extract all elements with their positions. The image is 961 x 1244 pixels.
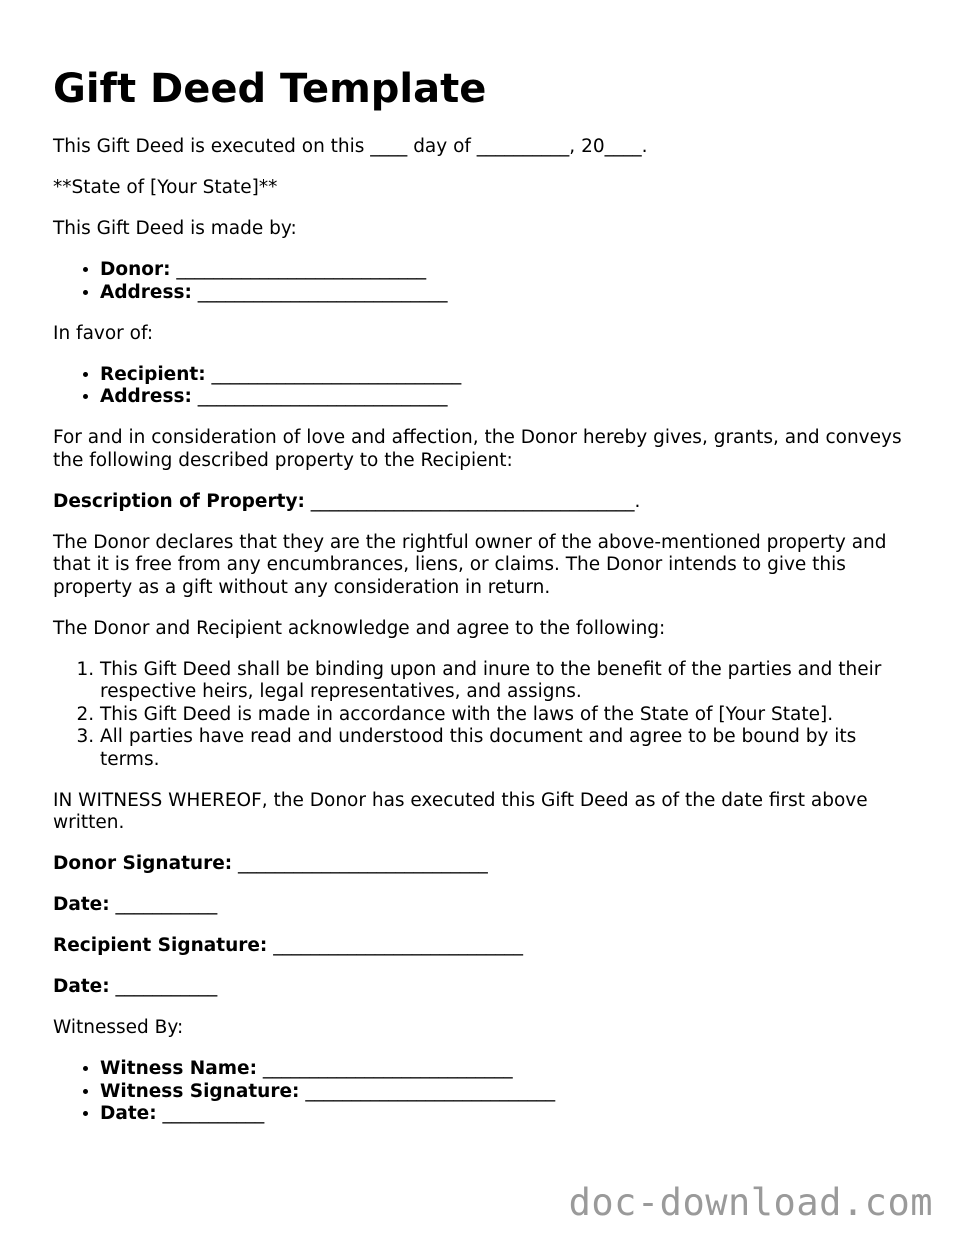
witness-clause: IN WITNESS WHEREOF, the Donor has executed this Gift Deed as of the date first above written. [53,789,868,833]
field-blank: ___________________________________. [310,490,641,512]
donor-signature-line [53,853,913,876]
witness-fields-list [53,1058,913,1126]
witness-date-field [100,1103,913,1126]
field-blank: ___________ [162,1103,265,1124]
field-label: Description of Property: [53,490,305,512]
term-item: 2. This Gift Deed is made in accordance with the laws of the State of [Your State]. [100,704,913,727]
donor-address-field [100,282,913,305]
declaration-paragraph: The Donor declares that they are the rightful owner of the above-mentioned property and that it is free from any encumbrances, liens, or claims. The Donor intends to give this property as a gift without any consideration in return. [53,531,887,598]
field-blank: ___________________________ [176,259,427,280]
donor-field [100,259,913,282]
field-blank: ___________ [115,976,218,997]
field-blank: ___________________________ [197,281,448,303]
recipient-field [100,364,913,387]
witness-name-field [100,1058,913,1081]
acknowledge-line: The Donor and Recipient acknowledge and agree to the following: [53,617,666,639]
page-title: Gift Deed Template [53,66,487,112]
watermark: doc-download.com [568,1181,933,1224]
made-by-line: This Gift Deed is made by: [53,218,297,239]
field-label: Address: [100,281,192,303]
recipient-signature-line [53,935,913,958]
field-blank: ___________________________ [197,386,448,407]
witness-signature-field [100,1081,913,1104]
witnessed-by-line: Witnessed By: [53,1017,184,1038]
terms-list [53,659,913,772]
field-label: Date: [53,976,110,997]
consideration-paragraph: For and in consideration of love and affection, the Donor hereby gives, grants, and conveys the following described property to the Recipient: [53,427,902,471]
property-description [53,491,913,514]
field-label: Recipient Signature: [53,935,268,956]
donor-fields-list [53,259,913,304]
donor-date-line [53,894,913,917]
in-favor-line: In favor of: [53,322,154,344]
field-label: Witness Name: [100,1058,257,1079]
field-label: Donor Signature: [53,853,233,874]
field-blank: ___________________________ [273,935,523,956]
intro-line: This Gift Deed is executed on this ____ day of __________, 20____. [53,136,648,157]
term-item: 1. This Gift Deed shall be binding upon and inure to the benefit of the parties and their respective heirs, legal representatives, and assigns. [100,659,913,704]
document-page [53,64,913,1144]
recipient-fields-list [53,364,913,409]
field-blank: ___________________________ [262,1058,513,1079]
field-blank: ___________________________ [305,1080,556,1102]
field-label: Date: [100,1103,157,1124]
field-label: Recipient: [100,363,206,385]
state-line: **State of [Your State]** [53,177,278,198]
field-blank: ___________________________ [238,853,488,874]
term-item: 3. All parties have read and understood this document and agree to be bound by its terms. [100,726,913,771]
field-label: Witness Signature: [100,1080,300,1102]
field-label: Date: [53,894,110,915]
field-label: Donor: [100,259,171,280]
recipient-date-line [53,976,913,999]
recipient-address-field [100,386,913,409]
field-label: Address: [100,386,192,407]
field-blank: ___________ [115,894,218,915]
field-blank: ___________________________ [211,363,462,385]
